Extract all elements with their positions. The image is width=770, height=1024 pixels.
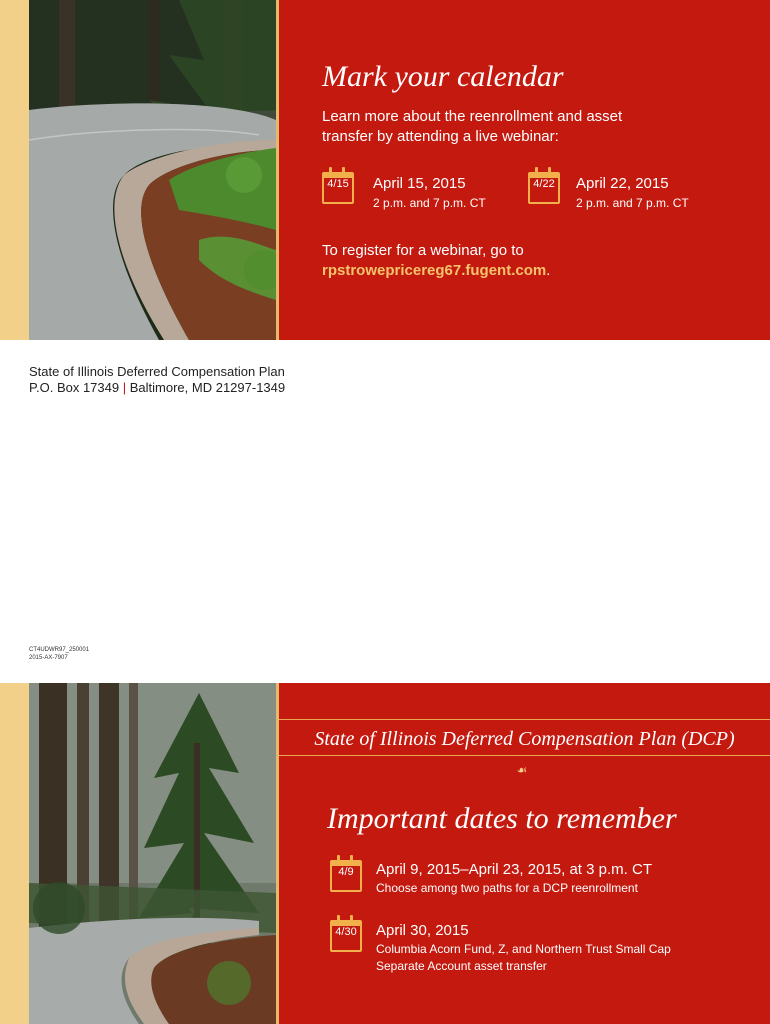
title-rule-top bbox=[279, 719, 770, 720]
deadline-description bbox=[376, 880, 736, 897]
calendar-badge: 4/15 bbox=[327, 178, 349, 190]
deadline-date: April 9, 2015–April 23, 2015, at 3 p.m. CT bbox=[376, 861, 652, 878]
forest-road-photo bbox=[29, 683, 276, 1024]
po-box: P.O. Box 17349 bbox=[29, 380, 120, 395]
register-line bbox=[322, 262, 550, 279]
calendar-badge: 4/30 bbox=[335, 926, 357, 938]
description-line: Columbia Acorn Fund, Z, and Northern Trust Small Cap bbox=[376, 942, 671, 956]
mark-calendar-heading: Mark your calendar bbox=[322, 60, 564, 93]
webinar-date: April 22, 2015 bbox=[576, 175, 669, 192]
calendar-icon bbox=[330, 915, 360, 947]
return-address-street bbox=[29, 380, 285, 395]
webinar-time: 2 p.m. and 7 p.m. CT bbox=[576, 196, 689, 210]
description-line: Separate Account asset transfer bbox=[376, 959, 547, 973]
address-separator: | bbox=[122, 380, 127, 395]
plan-title: State of Illinois Deferred Compensation Plan (DCP) bbox=[314, 728, 735, 750]
left-gold-stripe bbox=[0, 683, 29, 1024]
title-rule-bottom bbox=[279, 755, 770, 756]
calendar-icon bbox=[322, 167, 352, 199]
register-instructions: To register for a webinar, go to bbox=[322, 242, 524, 259]
webinar-date: April 15, 2015 bbox=[373, 175, 466, 192]
winding-road-photo bbox=[29, 0, 276, 340]
description-line: Choose among two paths for a DCP reenrollment bbox=[376, 881, 638, 895]
registration-link[interactable]: rpstrowepricereg67.fugent.com bbox=[322, 262, 547, 279]
intro-line-1: Learn more about the reenrollment and asset bbox=[322, 108, 623, 125]
address-city: Baltimore, MD 21297-1349 bbox=[129, 380, 286, 395]
left-gold-stripe bbox=[0, 0, 29, 340]
deadline-date: April 30, 2015 bbox=[376, 922, 469, 939]
return-address-name: State of Illinois Deferred Compensation Plan bbox=[29, 364, 285, 379]
print-code: CT4UDWR97_250001 bbox=[29, 647, 90, 653]
calendar-icon bbox=[330, 855, 360, 887]
intro-line-2: transfer by attending a live webinar: bbox=[322, 128, 559, 145]
webinar-red-panel bbox=[279, 0, 770, 340]
important-dates-heading: Important dates to remember bbox=[327, 802, 677, 835]
webinar-intro-text bbox=[322, 107, 742, 147]
webinar-time: 2 p.m. and 7 p.m. CT bbox=[373, 196, 486, 210]
calendar-badge: 4/9 bbox=[338, 866, 354, 878]
print-code: 2015-AX-7907 bbox=[29, 655, 68, 661]
register-period: . bbox=[546, 262, 551, 279]
calendar-badge: 4/22 bbox=[533, 178, 555, 190]
ornament-icon: ☙ bbox=[516, 763, 528, 777]
calendar-icon bbox=[528, 167, 558, 199]
deadline-description bbox=[376, 941, 736, 975]
